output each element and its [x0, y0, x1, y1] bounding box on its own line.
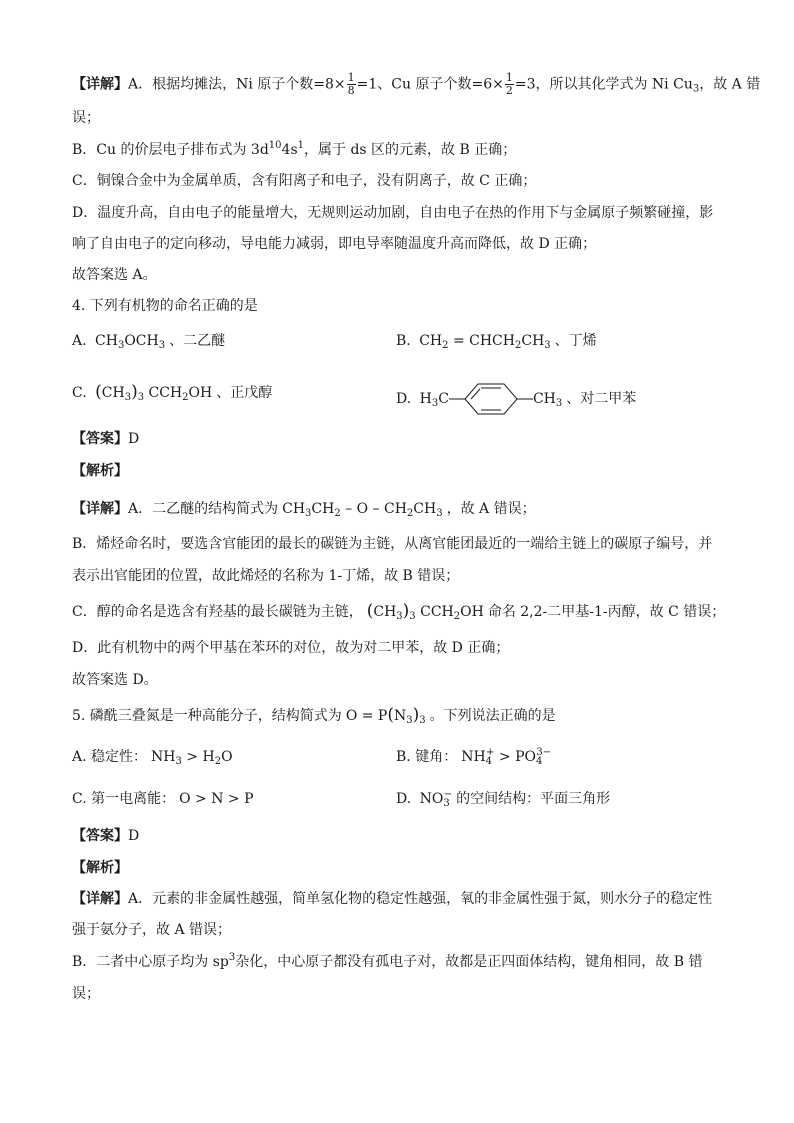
formula-stability: $NH_3 > H_2O$ — [151, 749, 233, 767]
benzene-ring-icon — [449, 381, 533, 417]
q3-detail-a-cont: 误； — [72, 110, 100, 126]
q4-answer: 【答案】D — [72, 431, 140, 447]
formula-ionization-energy: O > N > P — [179, 791, 254, 807]
q5-option-b: B. 键角： $NH_4^+ > PO_4^{3-}$ — [396, 747, 552, 767]
q5-detail-a-line2: 强于氨分子，故 A 错误； — [72, 922, 232, 938]
formula-neopentyl-alcohol-2: $(CH_3)_3$ $CCH_2OH$ — [366, 601, 484, 622]
q5-answer: 【答案】D — [72, 828, 140, 844]
q5-option-a: A. 稳定性： $NH_3 > H_2O$ — [72, 749, 233, 767]
q3-detail-c-line: C．铜镍合金中为金属单质，含有阳离子和电子，没有阴离子，故 C 正确； — [72, 173, 537, 189]
fraction-one-half: $\frac{1}{2}$ — [505, 71, 513, 97]
fraction-one-eighth: $\frac{1}{8}$ — [347, 71, 355, 97]
q5-detail-b-line1: B．二者中心原子均为 $sp^3$杂化，中心原子都没有孤电子对，故都是正四面体结构，键角相同，故 B 错 — [72, 952, 703, 970]
q4-option-a: A. $CH_3OCH_3$ 、二乙醚 — [72, 333, 226, 351]
q4-detail-a-line: 【详解】A．二乙醚的结构简式为 $CH_3CH_2$ – O – $CH_2CH_3$ ，故 A 错误； — [72, 501, 536, 519]
formula-phosphoryl-triazide: $O = P(N_3)_3$ — [345, 705, 426, 726]
formula-nitrate: $NO_3^-$ — [419, 789, 453, 809]
q3-detail-a-line: 【详解】A．根据均摊法，Ni 原子个数=8× $\frac{1}{8}$ =1、Cu 原子个数=6× $\frac{1}{2}$ =3，所以其化学式为 Ni $Cu_3$，故 A 错 — [72, 71, 761, 97]
q5-detail-a-line1: 【详解】A．元素的非金属性越强，简单氢化物的稳定性越强，氧的非金属性强于氮，则水分子的稳定性 — [72, 891, 713, 907]
q4-option-d: D. $H_3C$ $CH_3$ 、对二甲苯 — [396, 381, 636, 417]
q4-detail-b-line2: 表示出官能团的位置，故此烯烃的名称为 1-丁烯，故 B 错误； — [72, 568, 460, 584]
detail-tag: 【详解】 — [72, 76, 128, 93]
q3-detail-d-line2: 响了自由电子的定向移动，导电能力减弱，即电导率随温度升高而降低，故 D 正确； — [72, 236, 597, 252]
q5-option-c: C. 第一电离能： O > N > P — [72, 791, 254, 807]
formula-butene: $CH_2$ = $CHCH_2CH_3$ — [419, 333, 551, 351]
q4-detail-b-line1: B．烯烃命名时，要选含官能团的最长的碳链为主链，从离官能团最近的一端给主链上的碳原子编号，并 — [72, 536, 713, 552]
q4-option-c: C. $(CH_3)_3$ $CCH_2OH$ 、正戊醇 — [72, 382, 273, 403]
q3-detail-d-line1: D．温度升高，自由电子的能量增大，无规则运动加剧，自由电子在热的作用下与金属原子频繁碰撞，影 — [72, 205, 714, 221]
q4-option-b: B. $CH_2$ = $CHCH_2CH_3$ 、丁烯 — [396, 333, 597, 351]
q3-detail-b-line: B．Cu 的价层电子排布式为 $3d^{10}4s^1$，属于 ds 区的元素，故 B 正确； — [72, 140, 517, 158]
structure-p-xylene: $H_3C$ $CH_3$ — [420, 391, 563, 407]
formula-diethyl-ether: $CH_3CH_2$ – O – $CH_2CH_3$ — [282, 501, 443, 519]
q4-stem: 4. 下列有机物的命名正确的是 — [72, 298, 258, 314]
q4-detail-d-line: D．此有机物中的两个甲基在苯环的对位，故为对二甲苯，故 D 正确； — [72, 640, 510, 656]
q3-conclusion: 故答案选 A。 — [72, 267, 157, 283]
formula-dimethyl-ether: $CH_3OCH_3$ — [95, 333, 166, 351]
q5-analysis-tag: 【解析】 — [72, 860, 128, 876]
q5-detail-b-line2: 误； — [72, 986, 100, 1002]
formula-neopentyl-alcohol: $(CH_3)_3$ $CCH_2OH$ — [95, 382, 213, 403]
q4-analysis-tag: 【解析】 — [72, 463, 128, 479]
q5-option-d: D. $NO_3^-$ 的空间结构：平面三角形 — [396, 789, 611, 809]
q4-conclusion: 故答案选 D。 — [72, 672, 158, 688]
formula-bond-angle: $NH_4^+ > PO_4^{3-}$ — [461, 747, 552, 767]
q5-stem: 5. 磷酰三叠氮是一种高能分子，结构简式为 $O = P(N_3)_3$ 。下列说法正确的是 — [72, 705, 556, 726]
q4-detail-c-line: C．醇的命名是选含有羟基的最长碳链为主链， $(CH_3)_3$ $CCH_2OH$ 命名 2,2-二甲基-1-丙醇，故 C 错误； — [72, 601, 726, 622]
